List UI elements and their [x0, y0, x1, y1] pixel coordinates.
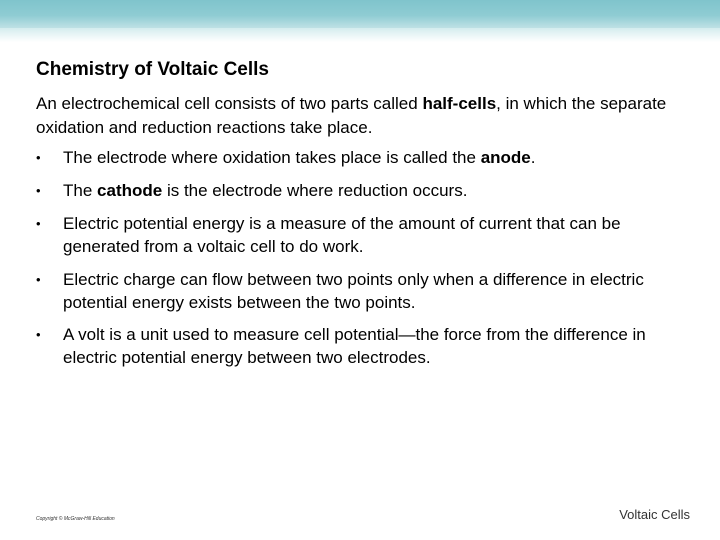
bullet-text-before: The: [63, 181, 98, 200]
footer-section-label: Voltaic Cells: [619, 507, 690, 522]
bullet-text-before: The electrode where oxidation takes place is called the: [63, 148, 481, 167]
bullet-marker: •: [36, 216, 41, 231]
bullet-text-after: .: [530, 148, 536, 167]
bullet-term-anode: anode: [480, 148, 531, 167]
bullet-term-cathode: cathode: [97, 181, 163, 200]
bullet-marker: •: [36, 150, 41, 165]
bullet-text: A volt is a unit used to measure cell potential—the force from the difference in electric potential energy between two electrodes.: [63, 325, 646, 367]
bullet-list: [36, 146, 696, 369]
header-band-fade: [0, 28, 720, 42]
bullet-item: [36, 179, 696, 202]
intro-text-before: An electrochemical cell consists of two parts called: [36, 94, 423, 113]
slide-title: Chemistry of Voltaic Cells: [36, 59, 269, 80]
intro-text-after: , in which the separate oxidation and reduction reactions take place.: [36, 94, 667, 137]
bullet-text-after: is the electrode where reduction occurs.: [162, 181, 468, 200]
intro-term-half-cells: half-cells: [422, 94, 497, 113]
bullet-text: Electric charge can flow between two points only when a difference in electric potential energy exists between the two points.: [63, 270, 644, 312]
header-band: [0, 0, 720, 28]
bullet-item: [36, 323, 696, 369]
intro-paragraph: [36, 92, 696, 140]
bullet-item: [36, 212, 696, 258]
bullet-text: Electric potential energy is a measure of the amount of current that can be generated from a voltaic cell to do work.: [63, 214, 621, 256]
bullet-marker: •: [36, 183, 41, 198]
copyright-notice: Copyright © McGraw-Hill Education: [36, 516, 115, 522]
bullet-marker: •: [36, 272, 41, 287]
bullet-item: [36, 146, 696, 169]
bullet-marker: •: [36, 327, 41, 342]
bullet-item: [36, 268, 696, 314]
